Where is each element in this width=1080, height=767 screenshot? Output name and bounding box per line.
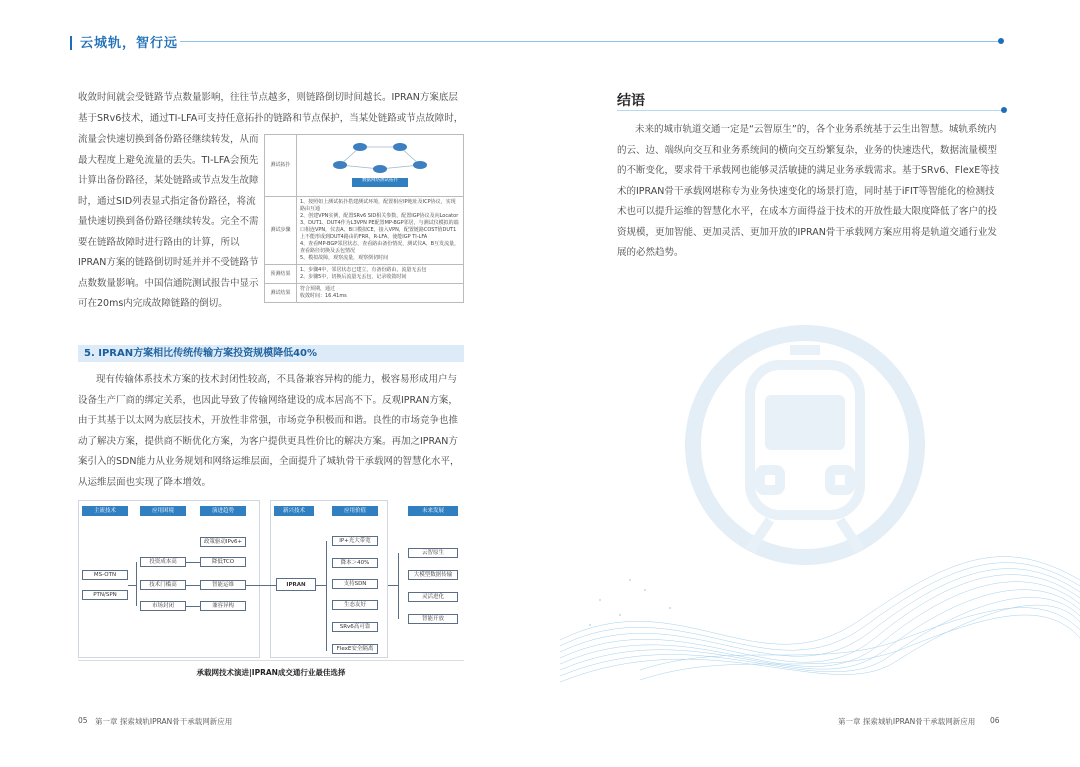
value-box: SRv6高可靠 bbox=[332, 622, 378, 632]
connector bbox=[398, 553, 399, 619]
value-box: IP+光大带宽 bbox=[332, 536, 378, 546]
table-cell-label: 测试步骤 bbox=[265, 197, 297, 265]
section-title: 5. IPRAN方案相比传统传输方案投资规模降低40% bbox=[78, 345, 464, 362]
future-box: 智能开放 bbox=[408, 614, 458, 624]
trend-box: 智能运维 bbox=[200, 580, 246, 590]
value-box: 支持SDN bbox=[332, 579, 378, 589]
trend-box: 政策驱动IPv6+ bbox=[200, 537, 246, 547]
dilemma-box: 投资成本高 bbox=[140, 557, 186, 567]
tech-box: PTN/SPN bbox=[82, 590, 128, 600]
summary-rule-dot bbox=[1001, 107, 1007, 113]
footer-right-text: 第一章 探索城轨IPRAN骨干承载网新应用 bbox=[838, 717, 976, 726]
diagram-header: 主流技术 bbox=[82, 506, 128, 516]
topology-caption: 数据网络测试拓扑 bbox=[362, 178, 398, 183]
footer-left-text: 第一章 探索城轨IPRAN骨干承载网新应用 bbox=[95, 717, 233, 726]
router-icon bbox=[333, 161, 347, 169]
trend-box: 降低TCO bbox=[200, 557, 246, 567]
expected-line: 1、步骤4中，邻居状态已建立，有备份路由，流量无丢包 bbox=[300, 267, 427, 273]
connector bbox=[186, 606, 200, 607]
footer-right-page: 06 bbox=[990, 716, 1000, 725]
paragraph-top: 收敛时间就会受链路节点数量影响，往往节点越多，则链路倒切时间越长。IPRAN方案底层基于SRv6技术，通过TI-LFA可支持任意拓扑的链路和节点保护，当某处链路或节点故障时， bbox=[78, 92, 464, 124]
result-line: 符合预期，通过 bbox=[300, 286, 336, 292]
step-line: 3、DUT1、DUT4作为L3VPN PE配置MP-BGP邻居，与测试仪模拟的端口相连VPN，仪表A、B口模拟CE，接入VPN，配置链路COST值DUT1上不能形成到DUT4路由的FRR，R-LFA，使能IGP TI-LFA bbox=[300, 220, 459, 240]
summary-paragraph: 未来的城市轨道交通一定是“云智原生”的，各个业务系统基于云生出智慧。城轨系统内的云、边、端纵向交互和业务系统间的横向交互纷繁复杂，业务的快速迭代，数据流量模型的不断变化，要求骨干承载网也能够灵活敏捷的满足业务承载需求。基于SRv6、FlexE等技术的IPRAN骨干承载网堪称专为业务快速变化的场景打造，同时基于iFIT等智能化的检测技术也可以提升运维的智慧化水平，在成本方面得益于技术的开放性最大限度降低了客户的投资规模，更加智能、更加灵活、更加开放的IPRAN骨干承载网方案应用将是轨道交通行业发展的必然趋势。 bbox=[617, 124, 1000, 258]
diagram-header: 演进趋势 bbox=[200, 506, 246, 516]
future-box: 云智原生 bbox=[408, 548, 458, 558]
table-row bbox=[265, 197, 464, 265]
future-box: 大模型数据传输 bbox=[408, 570, 458, 580]
step-line: 2、创建VPN实例，配置SRv6 SID相关参数，配置IGP协议及向Locator bbox=[300, 213, 459, 219]
connector bbox=[186, 585, 200, 586]
header-rule-dot bbox=[998, 38, 1004, 44]
table-row bbox=[265, 135, 464, 197]
trend-box: 兼容异构 bbox=[200, 601, 246, 611]
step-line: 1、按照如上测试拓扑搭建测试环境，配置相应IP地址及ICP协议，实现路由互通 bbox=[300, 199, 456, 212]
table-cell-label: 预测结果 bbox=[265, 265, 297, 284]
test-table bbox=[264, 134, 464, 303]
dilemma-box: 技术门槛高 bbox=[140, 580, 186, 590]
router-icon bbox=[353, 143, 367, 151]
arrow-right bbox=[246, 585, 276, 586]
paragraph-side: 流量会快速切换到备份路径继续转发，从而最大程度上避免流量的丢失。TI-LFA会预先计算出备份路径，某处链路或节点发生故障时，通过SID列表显式指定备份路径，将流量快速切换到备份路径继续转发。完全不需要在链路故障时进行路由的计算，所以IPRAN方案的链路倒切时延并并不受链路节点数数量影响。中国信通院测试报告中显示可在20ms内完成故障链路的倒切。 bbox=[78, 134, 259, 309]
header-rule bbox=[180, 41, 1000, 42]
expected-line: 2、步骤5中，切换后流量无丢包，记录收敛时间 bbox=[300, 274, 407, 280]
connector bbox=[186, 562, 200, 563]
router-icon bbox=[373, 165, 387, 173]
diagram-header: 应用价值 bbox=[332, 506, 378, 516]
caption-divider bbox=[78, 660, 464, 661]
diagram-header: 应用困境 bbox=[140, 506, 186, 516]
topology-cell bbox=[297, 135, 464, 197]
steps-cell bbox=[297, 197, 464, 265]
router-icon bbox=[413, 161, 427, 169]
expected-cell bbox=[297, 265, 464, 284]
table-row bbox=[265, 284, 464, 303]
header-accent-bar bbox=[70, 36, 72, 50]
router-icon bbox=[393, 143, 407, 151]
page-header-title: 云城轨，智行远 bbox=[80, 36, 179, 51]
step-line: 5、模拟故障，观察流量，观察倒切时间 bbox=[300, 255, 389, 261]
result-cell bbox=[297, 284, 464, 303]
value-box: FlexE安全隔离 bbox=[332, 644, 378, 654]
diagram-header: 新兴技术 bbox=[274, 506, 314, 516]
tech-box: MS-OTN bbox=[82, 570, 128, 580]
connector bbox=[128, 585, 136, 586]
table-cell-label: 测试拓扑 bbox=[265, 135, 297, 197]
diagram-header: 未来发展 bbox=[408, 506, 458, 516]
value-box: 生态友好 bbox=[332, 600, 378, 610]
summary-title: 结语 bbox=[617, 93, 645, 109]
summary-rule bbox=[617, 110, 1005, 111]
table-cell-label: 测试结果 bbox=[265, 284, 297, 303]
table-row bbox=[265, 265, 464, 284]
step-line: 4、查看MP-BGP邻居状态，查看路由备份情况，测试仪A、B互发流量，查看路径切换及丢包情况 bbox=[300, 241, 460, 254]
future-box: 灵活进化 bbox=[408, 592, 458, 602]
connector bbox=[326, 541, 327, 651]
result-line: 收敛时间：16.41ms bbox=[300, 293, 347, 299]
value-box: 降本＞40% bbox=[332, 558, 378, 568]
dilemma-box: 市场封闭 bbox=[140, 601, 186, 611]
ipran-box: IPRAN bbox=[276, 578, 316, 591]
footer-left-page: 05 bbox=[78, 716, 88, 725]
paragraph-section: 现有传输体系技术方案的技术封闭性较高，不具备兼容异构的能力，极容易形成用户与设备生产厂商的绑定关系，也因此导致了传输网络建设的成本居高不下。反观IPRAN方案，由于其基于以太网为底层技术，开放性非常强，市场竞争积极而和谐。良性的市场竞争也推动了解决方案，提供商不断优化方案，为客户提供更具性价比的解决方案。再加之IPRAN方案引入的SDN能力从业务规划和网络运维层面，全面提升了城轨骨干承载网的智慧化水平，从运维层面也实现了降本增效。 bbox=[78, 374, 460, 488]
diagram-caption: 承载网技术演进|IPRAN成交通行业最佳选择 bbox=[196, 668, 346, 677]
wave-decoration bbox=[560, 520, 1080, 710]
connector bbox=[136, 562, 137, 606]
connector bbox=[316, 585, 326, 586]
test-table-wrapper bbox=[264, 134, 464, 303]
tech-evolution-diagram bbox=[78, 500, 464, 658]
arrow-right bbox=[388, 585, 398, 586]
